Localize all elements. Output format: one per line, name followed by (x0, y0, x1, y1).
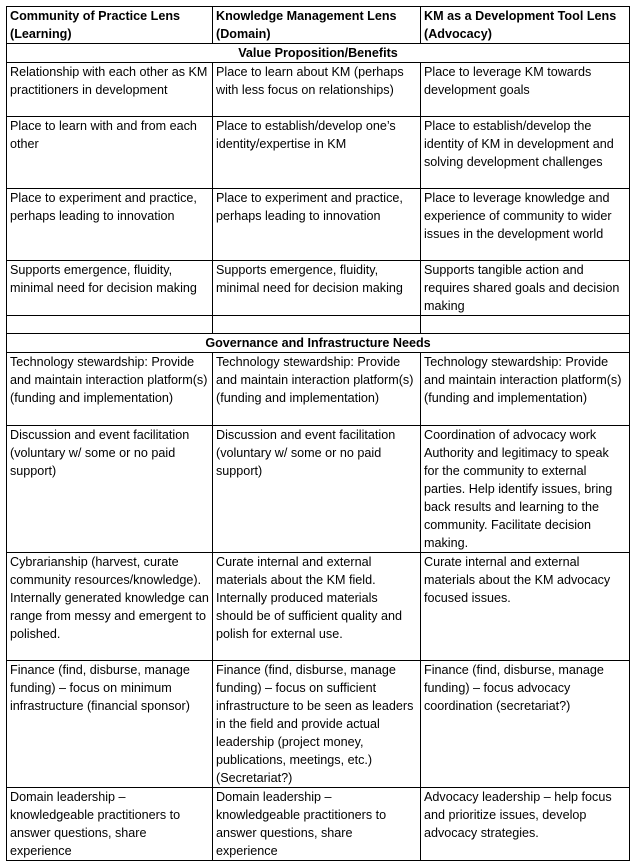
table-cell: Discussion and event facilitation (voluntary w/ some or no paid support) (213, 426, 421, 553)
table-row (7, 426, 630, 553)
table-cell: Domain leadership – knowledgeable practitioners to answer questions, share experience (7, 788, 213, 861)
spacer-row (7, 316, 630, 334)
table-cell: Supports tangible action and requires shared goals and decision making (421, 261, 630, 316)
section-heading-governance: Governance and Infrastructure Needs (7, 334, 630, 353)
header-row (7, 7, 630, 44)
table-cell: Finance (find, disburse, manage funding) – focus advocacy coordination (secretariat?) (421, 661, 630, 788)
empty-cell (421, 316, 630, 334)
empty-cell (213, 316, 421, 334)
table-cell: Place to establish/develop one’s identity/expertise in KM (213, 117, 421, 189)
table-row (7, 261, 630, 316)
section-row (7, 334, 630, 353)
table-row (7, 553, 630, 661)
table-cell: Cybrarianship (harvest, curate community resources/knowledge). Internally generated knowledge can range from messy and emergent to polished. (7, 553, 213, 661)
empty-cell (7, 316, 213, 334)
table-cell: Technology stewardship: Provide and maintain interaction platform(s) (funding and implementation) (7, 353, 213, 426)
table-cell: Place to experiment and practice, perhaps leading to innovation (7, 189, 213, 261)
table-row (7, 63, 630, 117)
table-cell: Advocacy leadership – help focus and prioritize issues, develop advocacy strategies. (421, 788, 630, 861)
table-cell: Discussion and event facilitation (voluntary w/ some or no paid support) (7, 426, 213, 553)
table-cell: Supports emergence, fluidity, minimal need for decision making (213, 261, 421, 316)
table-cell: Supports emergence, fluidity, minimal need for decision making (7, 261, 213, 316)
table-cell: Technology stewardship: Provide and maintain interaction platform(s) (funding and implementation) (421, 353, 630, 426)
table-row (7, 353, 630, 426)
header-cell: KM as a Development Tool Lens (Advocacy) (421, 7, 630, 44)
table-cell: Place to learn with and from each other (7, 117, 213, 189)
table-cell: Curate internal and external materials about the KM advocacy focused issues. (421, 553, 630, 661)
table-cell: Place to learn about KM (perhaps with less focus on relationships) (213, 63, 421, 117)
table-cell: Curate internal and external materials about the KM field. Internally produced materials should be of sufficient quality and polish for external use. (213, 553, 421, 661)
table-cell: Finance (find, disburse, manage funding) – focus on sufficient infrastructure to be seen as leaders in the field and provide actual leadership (project money, publications, meetings, etc.) (Secretariat?) (213, 661, 421, 788)
table-cell: Place to leverage KM towards development goals (421, 63, 630, 117)
header-cell: Community of Practice Lens (Learning) (7, 7, 213, 44)
header-cell: Knowledge Management Lens (Domain) (213, 7, 421, 44)
table-row (7, 661, 630, 788)
table-cell: Coordination of advocacy work Authority and legitimacy to speak for the community to external parties. Help identify issues, bring back results and learning to the community. Facilitate decision making. (421, 426, 630, 553)
table-cell: Technology stewardship: Provide and maintain interaction platform(s) (funding and implementation) (213, 353, 421, 426)
section-heading-value: Value Proposition/Benefits (7, 44, 630, 63)
section-row (7, 44, 630, 63)
table-cell: Domain leadership – knowledgeable practitioners to answer questions, share experience (213, 788, 421, 861)
table-cell: Relationship with each other as KM practitioners in development (7, 63, 213, 117)
table-cell: Finance (find, disburse, manage funding) – focus on minimum infrastructure (financial sponsor) (7, 661, 213, 788)
table-cell: Place to establish/develop the identity of KM in development and solving development challenges (421, 117, 630, 189)
lens-comparison-table (6, 6, 630, 861)
table-row (7, 189, 630, 261)
table-row (7, 117, 630, 189)
table-row (7, 788, 630, 861)
table-cell: Place to leverage knowledge and experience of community to wider issues in the development world (421, 189, 630, 261)
table-cell: Place to experiment and practice, perhaps leading to innovation (213, 189, 421, 261)
